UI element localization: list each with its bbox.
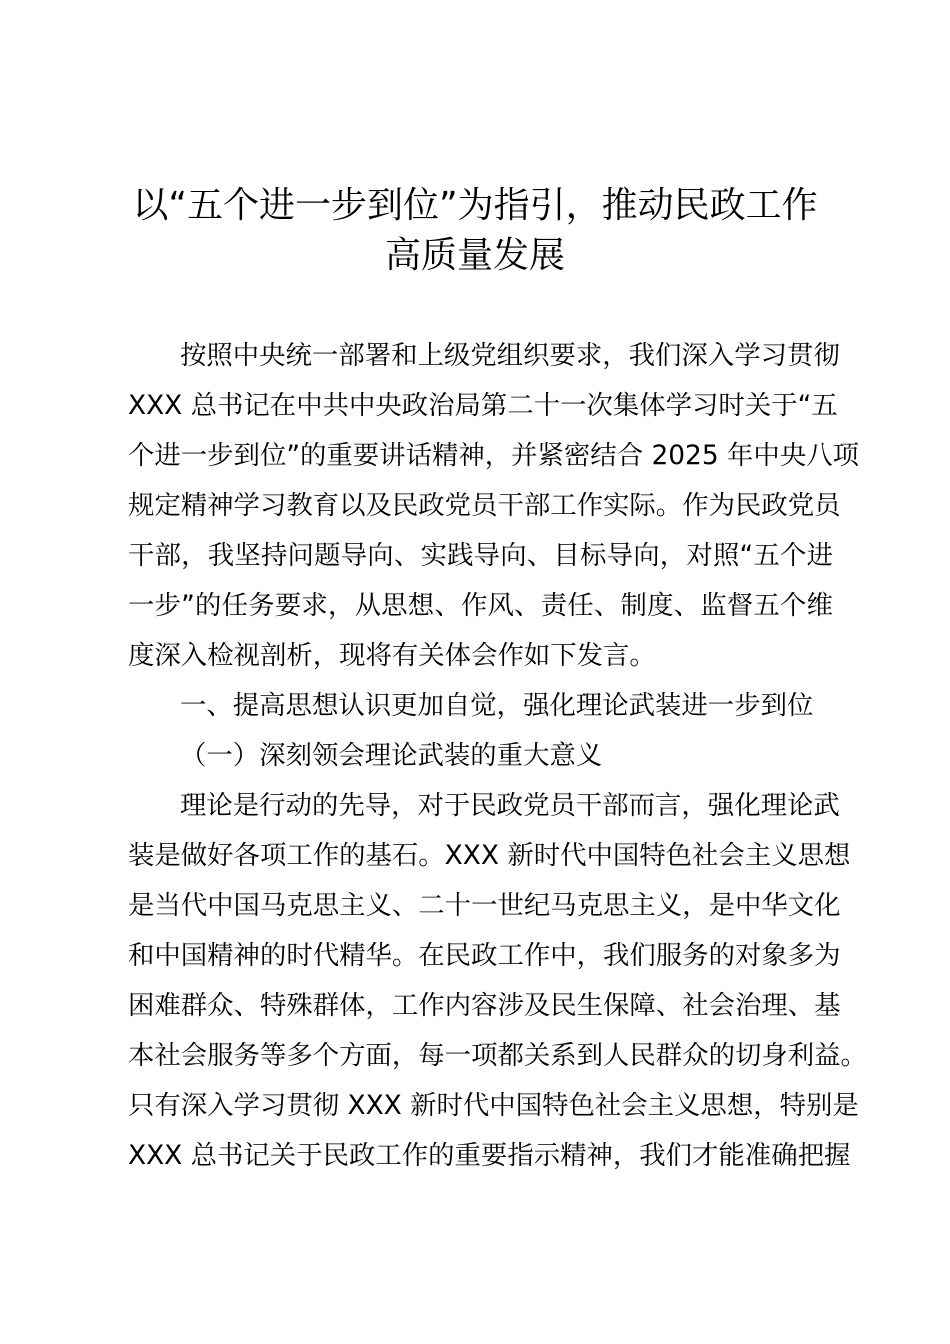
paragraph-1-line-1: 按照中央统一部署和上级党组织要求，我们深入学习贯彻 bbox=[180, 340, 840, 371]
paragraph-2-line-4: 和中国精神的时代精华。在民政工作中，我们服务的对象多为 bbox=[128, 940, 841, 971]
paragraph-2-line-5: 困难群众、特殊群体，工作内容涉及民生保障、社会治理、基 bbox=[128, 990, 841, 1021]
paragraph-2-line-7: 只有深入学习贯彻 XXX 新时代中国特色社会主义思想，特别是 bbox=[128, 1090, 859, 1121]
paragraph-2-line-8: XXX 总书记关于民政工作的重要指示精神，我们才能准确把握 bbox=[128, 1140, 851, 1171]
document-title-line-1: 以“五个进一步到位”为指引，推动民政工作 bbox=[132, 185, 818, 226]
paragraph-1-line-7: 度深入检视剖析，现将有关体会作如下发言。 bbox=[128, 640, 656, 671]
paragraph-1-line-4: 规定精神学习教育以及民政党员干部工作实际。作为民政党员 bbox=[128, 490, 841, 521]
paragraph-2-line-3: 是当代中国马克思主义、二十一世纪马克思主义，是中华文化 bbox=[128, 890, 841, 921]
paragraph-2-line-6: 本社会服务等多个方面，每一项都关系到人民群众的切身利益。 bbox=[128, 1040, 867, 1071]
document-title-line-2: 高质量发展 bbox=[384, 235, 565, 276]
section-heading-1: 一、提高思想认识更加自觉，强化理论武装进一步到位 bbox=[180, 690, 814, 721]
paragraph-1-line-3: 个进一步到位”的重要讲话精神，并紧密结合 2025 年中央八项 bbox=[128, 440, 859, 471]
paragraph-1-line-5: 干部，我坚持问题导向、实践导向、目标导向，对照“五个进 bbox=[128, 540, 833, 571]
paragraph-1-line-2: XXX 总书记在中共中央政治局第二十一次集体学习时关于“五 bbox=[128, 390, 838, 421]
paragraph-1-line-6: 一步”的任务要求，从思想、作风、责任、制度、监督五个维 bbox=[128, 590, 833, 621]
subsection-heading-1: （一）深刻领会理论武装的重大意义 bbox=[180, 740, 603, 771]
paragraph-2-line-1: 理论是行动的先导，对于民政党员干部而言，强化理论武 bbox=[180, 790, 840, 821]
paragraph-2-line-2: 装是做好各项工作的基石。XXX 新时代中国特色社会主义思想 bbox=[128, 840, 851, 871]
